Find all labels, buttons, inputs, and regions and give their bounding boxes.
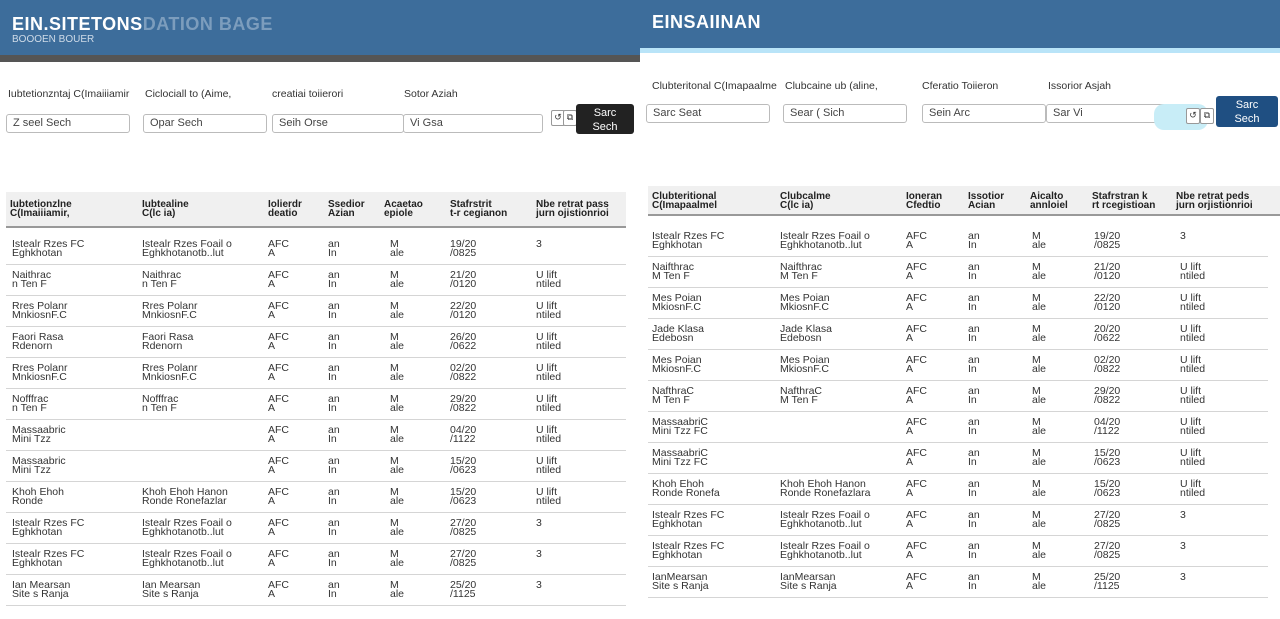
- filter-input-federation[interactable]: Seih Orse: [272, 114, 404, 133]
- table-cell: M ale: [1032, 416, 1047, 437]
- filter-label-club-name: Ciclociall to (Aime,: [145, 88, 232, 100]
- table-cell: Istealr Rzes Foail o Eghkhotanotb..lut: [142, 517, 232, 538]
- table-header: [6, 192, 626, 228]
- table-row[interactable]: [648, 536, 1268, 567]
- column-header[interactable]: Ssedior Azian: [328, 199, 365, 219]
- table-cell: U lift ntiled: [536, 362, 562, 383]
- table-cell: Ian Mearsan Site s Ranja: [142, 579, 201, 600]
- table-cell: Faori Rasa Rdenorn: [142, 331, 194, 352]
- table-cell: 27/20 /0825: [1094, 540, 1121, 561]
- table-cell: Istealr Rzes Foail o Eghkhotanotb..lut: [142, 238, 232, 259]
- table-cell: M ale: [390, 455, 405, 476]
- table-cell: Jade Klasa Edebosn: [780, 323, 832, 344]
- table-cell: U lift ntiled: [1180, 292, 1206, 313]
- table-cell: Jade Klasa Edebosn: [652, 323, 704, 344]
- filter-input-club-international[interactable]: Z seel Sech: [6, 114, 130, 133]
- table-cell: MassaabriC Mini Tzz FC: [652, 447, 709, 468]
- table-cell: M ale: [390, 393, 405, 414]
- table-cell: M ale: [1032, 447, 1047, 468]
- table-cell: Naifthrac M Ten F: [652, 261, 695, 282]
- table-cell: Mes Poian MkiosnF.C: [780, 292, 830, 313]
- table-cell: M ale: [390, 300, 405, 321]
- table-cell: an In: [328, 579, 340, 600]
- table-cell: 26/20 /0622: [450, 331, 477, 352]
- table-cell: an In: [968, 540, 980, 561]
- table-cell: 15/20 /0623: [1094, 447, 1121, 468]
- table-cell: M ale: [1032, 571, 1047, 592]
- table-cell: 29/20 /0822: [1094, 385, 1121, 406]
- table-cell: Mes Poian MkiosnF.C: [652, 292, 702, 313]
- table-cell: AFC A: [268, 362, 289, 383]
- table-cell: Naithrac n Ten F: [12, 269, 52, 290]
- table-cell: Massaabric Mini Tzz: [12, 424, 66, 445]
- table-cell: an In: [328, 455, 340, 476]
- table-cell: AFC A: [268, 331, 289, 352]
- table-cell: U lift ntiled: [536, 393, 562, 414]
- table-cell: 21/20 /0120: [1094, 261, 1121, 282]
- table-cell: IanMearsan Site s Ranja: [780, 571, 837, 592]
- table-cell: 3: [1180, 230, 1186, 242]
- table-cell: an In: [968, 323, 980, 344]
- filter-label-federation: Cferatio Toiieron: [922, 80, 999, 92]
- table-cell: NafthraC M Ten F: [780, 385, 823, 406]
- table-cell: Rres Polanr MnkiosnF.C: [142, 362, 198, 383]
- table-cell: U lift ntiled: [1180, 385, 1206, 406]
- filter-input-federation[interactable]: Sein Arc: [922, 104, 1046, 123]
- table-cell: AFC A: [906, 354, 927, 375]
- table-row[interactable]: [648, 381, 1268, 412]
- table-row[interactable]: [6, 389, 626, 420]
- table-cell: U lift ntiled: [1180, 447, 1206, 468]
- table-cell: AFC A: [906, 416, 927, 437]
- table-cell: 22/20 /0120: [450, 300, 477, 321]
- table-cell: Khoh Ehoh Ronde Ronefa: [652, 478, 720, 499]
- table-cell: AFC A: [906, 261, 927, 282]
- table-cell: Istealr Rzes Foail o Eghkhotanotb..lut: [780, 230, 870, 251]
- column-header[interactable]: Nbe retrat pass jurn ojistionrioi: [536, 199, 609, 219]
- table-cell: M ale: [390, 579, 405, 600]
- table-cell: M ale: [390, 548, 405, 569]
- table-cell: U lift ntiled: [1180, 261, 1206, 282]
- table-cell: M ale: [1032, 540, 1047, 561]
- title-text: EIN.SITETONS: [12, 14, 143, 34]
- table-cell: AFC A: [906, 447, 927, 468]
- table-cell: Naithrac n Ten F: [142, 269, 182, 290]
- table-row[interactable]: [648, 288, 1268, 319]
- table-cell: AFC A: [268, 548, 289, 569]
- table-cell: U lift ntiled: [536, 269, 562, 290]
- table-row[interactable]: [648, 257, 1268, 288]
- table-cell: MassaabriC Mini Tzz FC: [652, 416, 709, 437]
- table-cell: Faori Rasa Rdenorn: [12, 331, 64, 352]
- table-cell: 15/20 /0623: [450, 486, 477, 507]
- table-cell: IanMearsan Site s Ranja: [652, 571, 709, 592]
- column-header[interactable]: Clubcalme C(lc ia): [780, 191, 831, 211]
- table-cell: M ale: [1032, 323, 1047, 344]
- table-cell: 3: [536, 548, 542, 560]
- table-row[interactable]: [648, 226, 1268, 257]
- table-cell: an In: [328, 269, 340, 290]
- table-cell: an In: [968, 478, 980, 499]
- table-cell: an In: [968, 261, 980, 282]
- table-cell: AFC A: [268, 517, 289, 538]
- table-row[interactable]: [6, 327, 626, 358]
- header-divider: [0, 55, 640, 62]
- table-cell: an In: [328, 331, 340, 352]
- table-row[interactable]: [6, 482, 626, 513]
- table-row[interactable]: [6, 358, 626, 389]
- table-cell: AFC A: [268, 579, 289, 600]
- table-cell: M ale: [390, 486, 405, 507]
- table-header: [648, 186, 1280, 216]
- table-cell: Khoh Ehoh Hanon Ronde Ronefazlara: [780, 478, 871, 499]
- column-header[interactable]: Iubtetionzlne C(Imaiiiamir,: [10, 199, 72, 219]
- reset-icon[interactable]: ↺: [551, 110, 565, 126]
- filter-input-club-international[interactable]: Sarc Seat: [646, 104, 770, 123]
- table-cell: an In: [328, 393, 340, 414]
- filter-input-association[interactable]: Sar Vi: [1046, 104, 1180, 123]
- reset-icon[interactable]: ↺: [1186, 108, 1200, 124]
- right-panel: [640, 0, 1280, 619]
- page-title: [12, 14, 273, 35]
- table-cell: Istealr Rzes FC Eghkhotan: [652, 230, 725, 251]
- table-cell: U lift ntiled: [536, 486, 562, 507]
- table-cell: M ale: [1032, 385, 1047, 406]
- table-cell: an In: [328, 424, 340, 445]
- filter-label-club-international: Clubteritonal C(Imapaalme: [652, 80, 777, 92]
- table-cell: Istealr Rzes Foail o Eghkhotanotb..lut: [780, 509, 870, 530]
- table-cell: 25/20 /1125: [450, 579, 477, 600]
- search-button[interactable]: Sarc Sech: [576, 104, 634, 134]
- table-cell: AFC A: [906, 478, 927, 499]
- column-header[interactable]: Issotior Acian: [968, 191, 1005, 211]
- table-cell: Rres Polanr MnkiosnF.C: [142, 300, 198, 321]
- table-cell: M ale: [1032, 509, 1047, 530]
- table-row[interactable]: [6, 296, 626, 327]
- table-cell: AFC A: [268, 393, 289, 414]
- filter-icon[interactable]: ⧉: [1200, 108, 1214, 124]
- table-cell: NafthraC M Ten F: [652, 385, 695, 406]
- table-cell: U lift ntiled: [1180, 354, 1206, 375]
- table-cell: M ale: [1032, 230, 1047, 251]
- table-cell: U lift ntiled: [1180, 416, 1206, 437]
- table-cell: 02/20 /0822: [450, 362, 477, 383]
- header-divider: [640, 48, 1280, 53]
- table-row[interactable]: [648, 443, 1268, 474]
- table-cell: 15/20 /0623: [450, 455, 477, 476]
- app-header: [640, 0, 1280, 48]
- filter-input-club-name[interactable]: Opar Sech: [143, 114, 267, 133]
- table-row[interactable]: [6, 513, 626, 544]
- table-cell: an In: [968, 509, 980, 530]
- table-cell: an In: [968, 292, 980, 313]
- table-cell: M ale: [1032, 478, 1047, 499]
- table-cell: 04/20 /1122: [1094, 416, 1121, 437]
- table-cell: AFC A: [268, 300, 289, 321]
- table-cell: Ian Mearsan Site s Ranja: [12, 579, 71, 600]
- table-cell: Mes Poian MkiosnF.C: [780, 354, 830, 375]
- table-cell: AFC A: [906, 509, 927, 530]
- table-cell: 25/20 /1125: [1094, 571, 1121, 592]
- table-cell: Naifthrac M Ten F: [780, 261, 823, 282]
- table-cell: AFC A: [906, 230, 927, 251]
- filter-icon[interactable]: ⧉: [563, 110, 577, 126]
- table-row[interactable]: [648, 474, 1268, 505]
- app-header: [0, 0, 640, 55]
- table-cell: an In: [968, 447, 980, 468]
- table-cell: AFC A: [906, 323, 927, 344]
- table-cell: U lift ntiled: [536, 424, 562, 445]
- filter-label-club-name: Clubcaine ub (aline,: [785, 80, 878, 92]
- table-row[interactable]: [648, 350, 1268, 381]
- table-cell: an In: [328, 486, 340, 507]
- column-header[interactable]: Clubteritional C(Imapaalmel: [652, 191, 718, 211]
- table-cell: 3: [1180, 540, 1186, 552]
- table-cell: M ale: [390, 269, 405, 290]
- table-cell: U lift ntiled: [536, 331, 562, 352]
- table-cell: 19/20 /0825: [1094, 230, 1121, 251]
- table-cell: Istealr Rzes FC Eghkhotan: [652, 540, 725, 561]
- table-cell: M ale: [390, 362, 405, 383]
- filter-label-federation: creatiai toiierori: [272, 88, 344, 100]
- table-row[interactable]: [6, 420, 626, 451]
- table-cell: M ale: [390, 424, 405, 445]
- table-cell: AFC A: [268, 486, 289, 507]
- table-cell: 27/20 /0825: [1094, 509, 1121, 530]
- page-title: EINSAIINAN: [652, 12, 762, 32]
- table-cell: AFC A: [268, 238, 289, 259]
- search-button[interactable]: Sarc Sech: [1216, 96, 1278, 127]
- table-row[interactable]: [648, 567, 1268, 598]
- table-row[interactable]: [6, 234, 626, 265]
- table-cell: AFC A: [906, 571, 927, 592]
- table-cell: an In: [328, 362, 340, 383]
- filter-input-association[interactable]: Vi Gsa: [403, 114, 543, 133]
- table-row[interactable]: [648, 412, 1268, 443]
- table-cell: Istealr Rzes Foail o Eghkhotanotb..lut: [142, 548, 232, 569]
- column-header[interactable]: Acaetao epiole: [384, 199, 423, 219]
- table-row[interactable]: [6, 544, 626, 575]
- table-cell: 3: [1180, 509, 1186, 521]
- table-cell: an In: [328, 517, 340, 538]
- table-cell: an In: [968, 416, 980, 437]
- table-cell: an In: [968, 354, 980, 375]
- table-row[interactable]: [6, 451, 626, 482]
- filter-input-club-name[interactable]: Sear ( Sich: [783, 104, 907, 123]
- column-header[interactable]: Iubtealine C(lc ia): [142, 199, 189, 219]
- column-header[interactable]: Iolierdr deatio: [268, 199, 302, 219]
- table-cell: Istealr Rzes FC Eghkhotan: [652, 509, 725, 530]
- table-cell: Massaabric Mini Tzz: [12, 455, 66, 476]
- table-cell: Nofffrac n Ten F: [12, 393, 49, 414]
- table-cell: AFC A: [268, 424, 289, 445]
- table-cell: AFC A: [906, 385, 927, 406]
- table-cell: 22/20 /0120: [1094, 292, 1121, 313]
- table-cell: an In: [968, 230, 980, 251]
- column-header[interactable]: Stafrstrit t-r cegianon: [450, 199, 508, 219]
- table-cell: 20/20 /0622: [1094, 323, 1121, 344]
- column-header[interactable]: Ioneran Cfedtio: [906, 191, 943, 211]
- table-cell: 27/20 /0825: [450, 548, 477, 569]
- table-cell: Khoh Ehoh Hanon Ronde Ronefazlar: [142, 486, 228, 507]
- table-row[interactable]: [648, 505, 1268, 536]
- table-cell: 02/20 /0822: [1094, 354, 1121, 375]
- table-cell: AFC A: [268, 269, 289, 290]
- table-cell: U lift ntiled: [536, 300, 562, 321]
- title-ghost-text: DATION BAGE: [142, 14, 273, 34]
- table-cell: U lift ntiled: [1180, 478, 1206, 499]
- breadcrumb: BOOOEN BOUER: [12, 34, 95, 45]
- table-cell: M ale: [390, 238, 405, 259]
- table-cell: 3: [536, 517, 542, 529]
- table-cell: Istealr Rzes Foail o Eghkhotanotb..lut: [780, 540, 870, 561]
- table-cell: 15/20 /0623: [1094, 478, 1121, 499]
- table-cell: an In: [328, 548, 340, 569]
- table-row[interactable]: [648, 319, 1268, 350]
- table-cell: M ale: [390, 331, 405, 352]
- table-cell: an In: [968, 385, 980, 406]
- filter-label-association: Sotor Aziah: [404, 88, 458, 100]
- table-cell: M ale: [1032, 261, 1047, 282]
- column-header[interactable]: Nbe retrat peds jurn orjistionrioi: [1176, 191, 1253, 211]
- table-row[interactable]: [6, 265, 626, 296]
- table-cell: M ale: [390, 517, 405, 538]
- table-cell: an In: [328, 238, 340, 259]
- table-cell: 21/20 /0120: [450, 269, 477, 290]
- table-cell: U lift ntiled: [1180, 323, 1206, 344]
- column-header[interactable]: Aicalto annloiel: [1030, 191, 1068, 211]
- table-cell: Rres Polanr MnkiosnF.C: [12, 362, 68, 383]
- table-cell: 27/20 /0825: [450, 517, 477, 538]
- table-cell: Istealr Rzes FC Eghkhotan: [12, 517, 85, 538]
- filter-label-association: Issorior Asjah: [1048, 80, 1112, 92]
- table-cell: M ale: [1032, 354, 1047, 375]
- table-cell: AFC A: [906, 540, 927, 561]
- table-row[interactable]: [6, 575, 626, 606]
- table-cell: 3: [536, 238, 542, 250]
- table-cell: an In: [328, 300, 340, 321]
- table-cell: Mes Poian MkiosnF.C: [652, 354, 702, 375]
- column-header[interactable]: Stafrstran k rt rcegistioan: [1092, 191, 1156, 211]
- table-cell: Nofffrac n Ten F: [142, 393, 179, 414]
- table-cell: AFC A: [906, 292, 927, 313]
- table-cell: 29/20 /0822: [450, 393, 477, 414]
- table-cell: Khoh Ehoh Ronde: [12, 486, 64, 507]
- filter-label-club-international: Iubtetionzntaj C(Imaiiiamir: [8, 88, 130, 100]
- table-cell: Istealr Rzes FC Eghkhotan: [12, 238, 85, 259]
- table-cell: 3: [536, 579, 542, 591]
- table-cell: AFC A: [268, 455, 289, 476]
- table-cell: Istealr Rzes FC Eghkhotan: [12, 548, 85, 569]
- table-cell: M ale: [1032, 292, 1047, 313]
- table-cell: 3: [1180, 571, 1186, 583]
- table-cell: an In: [968, 571, 980, 592]
- table-cell: Rres Polanr MnkiosnF.C: [12, 300, 68, 321]
- table-cell: U lift ntiled: [536, 455, 562, 476]
- table-cell: 19/20 /0825: [450, 238, 477, 259]
- table-cell: 04/20 /1122: [450, 424, 477, 445]
